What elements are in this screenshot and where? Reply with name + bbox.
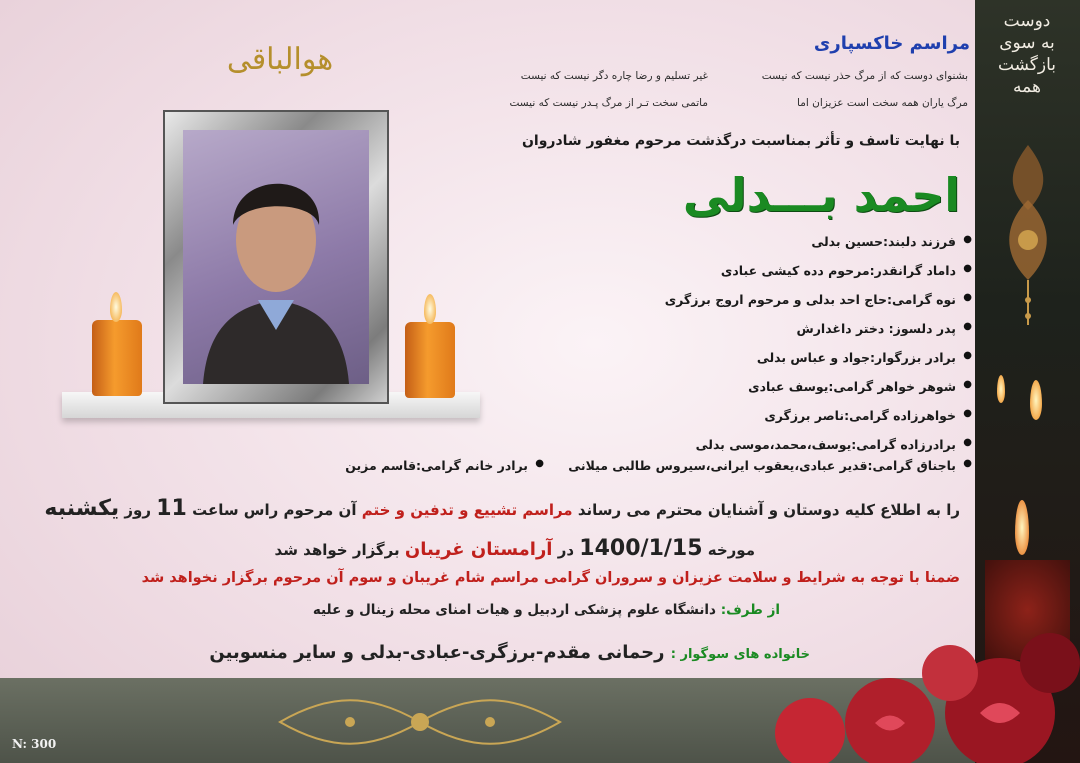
portrait-frame <box>163 110 389 404</box>
list-item: ● داماد گرانقدر:مرحوم دده کیشی عبادی <box>552 263 972 292</box>
arabesque-ornament-icon <box>998 140 1058 330</box>
from-line <box>313 602 780 618</box>
calligraphy-line: به سوی <box>999 33 1055 53</box>
families-names: رحمانی مقدم-برزگری-عبادی-بدلی و سایر منسوبین <box>209 642 665 663</box>
candle-flame-icon <box>1030 380 1042 420</box>
list-item: ● باجناق گرامی:قدیر عبادی،یعقوب ایرانی،سیروس طالبی میلانی <box>568 458 972 473</box>
list-item: ● برادر خانم گرامی:قاسم مزین <box>345 458 544 473</box>
relatives-list <box>552 234 972 466</box>
list-item: ● نوه گرامی:حاج احد بدلی و مرحوم اروج برزگری <box>552 292 972 321</box>
list-item: ● شوهر خواهر گرامی:یوسف عبادی <box>552 379 972 408</box>
bottom-ornament-icon <box>270 693 570 751</box>
from-text: دانشگاه علوم پزشکی اردبیل و هیات امنای محله زینال و علیه <box>312 602 716 618</box>
list-item: ● فرزند دلبند:حسین بدلی <box>552 234 972 263</box>
announcement-text: روز <box>124 501 151 519</box>
candle-flame-icon <box>110 292 122 322</box>
announcement-line <box>44 496 960 521</box>
poem-line: ماتمی سخت تـر از مرگ پـدر نیست که نیست <box>509 97 708 109</box>
candle-flame-icon <box>997 375 1005 403</box>
side-calligraphy <box>982 10 1072 98</box>
ceremony-title: مراسم خاکسپاری <box>813 33 970 54</box>
announcement-text: برگزار خواهد شد <box>274 541 400 559</box>
poem-line: غیر تسلیم و رضا چاره دگر نیست که نیست <box>520 70 708 82</box>
poem-line: بشنوای دوست که از مرگ حذر نیست که نیست <box>761 70 968 82</box>
ceremony-date: 1400/1/15 <box>579 536 703 561</box>
date-line <box>275 536 755 561</box>
calligraphy-line: بازگشت همه <box>997 55 1057 97</box>
ceremony-highlight: مراسم تشییع و تدفین و ختم <box>361 501 573 519</box>
ceremony-hour: 11 <box>156 496 187 521</box>
portrait-photo <box>183 130 369 384</box>
families-label: خانواده های سوگوار : <box>670 647 810 662</box>
list-item: ● برادرزاده گرامی:یوسف،محمد،موسی بدلی <box>552 437 972 466</box>
notice-line: ضمنا با توجه به شرایط و سلامت عزیزان و سروران گرامی مراسم شام غریبان و سوم آن مرحوم برگزار نخواهد شد <box>141 570 960 586</box>
list-item: ● برادر بزرگوار:جواد و عباس بدلی <box>552 350 972 379</box>
candle-flame-icon <box>424 294 436 324</box>
announcement-text: مورخه <box>707 541 755 559</box>
announcement-text: آن مرحوم راس ساعت <box>192 501 357 519</box>
footer-code: N: 300 <box>12 737 57 751</box>
person-silhouette-icon <box>183 130 369 384</box>
poem-line: مرگ یاران همه سخت است عزیزان اما <box>797 97 968 109</box>
from-label: از طرف: <box>720 602 780 618</box>
huwal-baqi-logo: هوالباقی <box>226 42 334 77</box>
announcement-text: را به اطلاع کلیه دوستان و آشنایان محترم می رساند <box>577 501 960 519</box>
ceremony-place: آرامستان غریبان <box>404 539 553 560</box>
candle <box>405 322 455 398</box>
candle-flame-icon <box>1015 500 1029 555</box>
families-line <box>209 642 810 663</box>
candle <box>92 320 142 396</box>
announcement-text: در <box>557 541 575 559</box>
ceremony-day: یکشنبه <box>44 496 120 521</box>
calligraphy-line: دوست <box>1003 11 1051 31</box>
deceased-name: احمد بـــدلی <box>682 168 960 222</box>
intro-text: با نهایت تاسف و تأثر بمناسبت درگذشت مرحوم مغفور شادروان <box>521 133 960 149</box>
list-item: ● خواهرزاده گرامی:ناصر برزگری <box>552 408 972 437</box>
roses-decoration-icon <box>750 603 1080 763</box>
list-item: ● پدر دلسوز: دختر داغدارش <box>552 321 972 350</box>
